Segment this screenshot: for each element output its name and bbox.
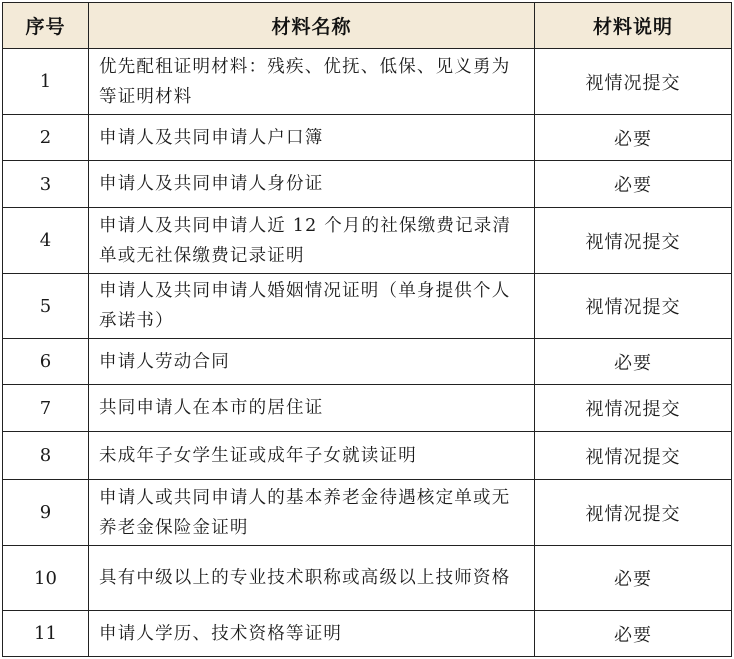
table-row <box>3 274 732 339</box>
row-material-note: 视情况提交 <box>535 432 732 480</box>
row-material-note: 视情况提交 <box>535 385 732 432</box>
table-row <box>3 339 732 385</box>
table-row <box>3 115 732 161</box>
row-material-name: 共同申请人在本市的居住证 <box>89 385 535 432</box>
header-material-name: 材料名称 <box>89 3 535 49</box>
row-material-note: 视情况提交 <box>535 274 732 339</box>
row-material-note: 视情况提交 <box>535 208 732 274</box>
row-material-name: 申请人劳动合同 <box>89 339 535 385</box>
row-material-note: 必要 <box>535 161 732 208</box>
header-index: 序号 <box>3 3 89 49</box>
row-material-name: 申请人及共同申请人户口簿 <box>89 115 535 161</box>
row-material-note: 必要 <box>535 339 732 385</box>
row-index: 10 <box>3 546 89 611</box>
row-index: 5 <box>3 274 89 339</box>
row-material-name: 申请人及共同申请人近 12 个月的社保缴费记录清单或无社保缴费记录证明 <box>89 208 535 274</box>
row-material-note: 视情况提交 <box>535 49 732 115</box>
header-material-note: 材料说明 <box>535 3 732 49</box>
row-material-note: 视情况提交 <box>535 480 732 546</box>
table-row <box>3 432 732 480</box>
row-material-name: 申请人学历、技术资格等证明 <box>89 611 535 657</box>
row-index: 7 <box>3 385 89 432</box>
row-index: 1 <box>3 49 89 115</box>
row-index: 2 <box>3 115 89 161</box>
row-material-name: 具有中级以上的专业技术职称或高级以上技师资格 <box>89 546 535 611</box>
row-material-note: 必要 <box>535 115 732 161</box>
row-material-name: 申请人及共同申请人婚姻情况证明（单身提供个人承诺书） <box>89 274 535 339</box>
row-material-name: 申请人或共同申请人的基本养老金待遇核定单或无养老金保险金证明 <box>89 480 535 546</box>
row-index: 11 <box>3 611 89 657</box>
row-material-name: 未成年子女学生证或成年子女就读证明 <box>89 432 535 480</box>
row-material-note: 必要 <box>535 611 732 657</box>
materials-table <box>2 2 732 657</box>
table-row <box>3 49 732 115</box>
table-header-row <box>3 3 732 49</box>
row-index: 6 <box>3 339 89 385</box>
table-row <box>3 611 732 657</box>
row-material-note: 必要 <box>535 546 732 611</box>
table-row <box>3 161 732 208</box>
row-index: 4 <box>3 208 89 274</box>
row-material-name: 申请人及共同申请人身份证 <box>89 161 535 208</box>
table-row <box>3 208 732 274</box>
table-row <box>3 546 732 611</box>
row-index: 8 <box>3 432 89 480</box>
row-material-name: 优先配租证明材料：残疾、优抚、低保、见义勇为等证明材料 <box>89 49 535 115</box>
table-row <box>3 385 732 432</box>
table-row <box>3 480 732 546</box>
row-index: 3 <box>3 161 89 208</box>
row-index: 9 <box>3 480 89 546</box>
